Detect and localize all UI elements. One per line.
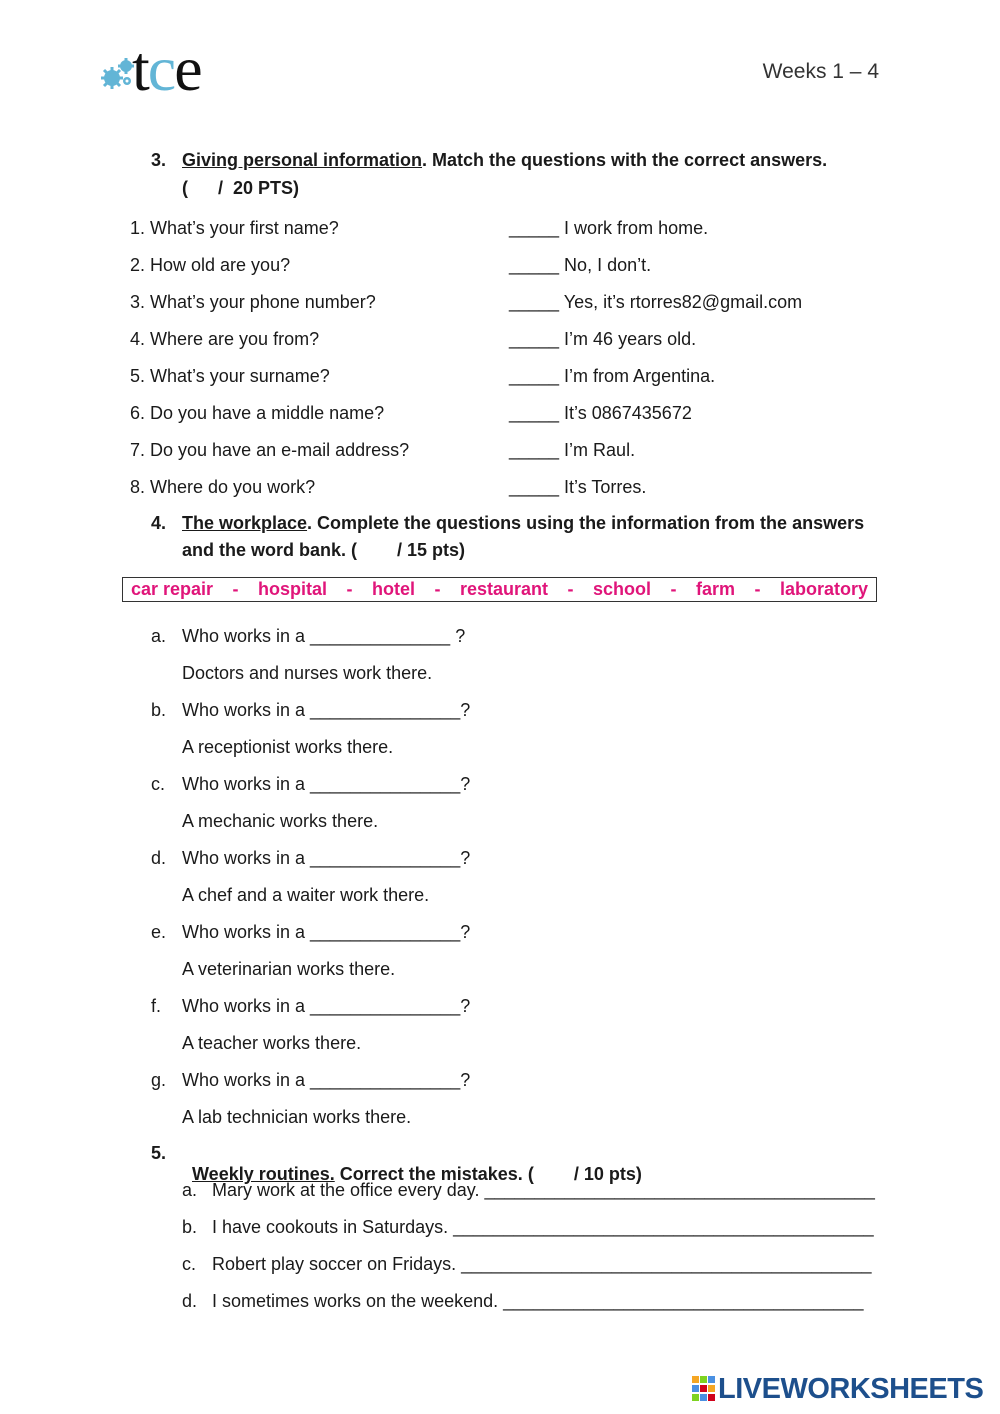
workplace-item-letter: a. [151,626,167,646]
word-bank-separator: - [754,579,761,599]
section-4-instructions: . Complete the questions using the information from the answers [307,513,865,533]
section-4-heading [182,513,864,534]
section-4-number: 4. [151,513,167,533]
workplace-answer: Doctors and nurses work there. [182,663,433,683]
workplace-question[interactable]: Who works in a ______________ ? [182,626,466,646]
workplace-item-letter: b. [151,700,167,720]
routine-item-letter: a. [182,1180,198,1200]
logo-wordmark: tce [132,33,201,104]
routine-item-letter: c. [182,1254,197,1274]
workplace-item-letter: d. [151,848,167,868]
workplace-question[interactable]: Who works in a _______________? [182,848,471,868]
section-5-title: Weekly routines. [192,1164,335,1184]
section-5-heading [182,1143,642,1185]
match-question: 3. What’s your phone number? [130,292,376,312]
match-answer[interactable]: _____ No, I don’t. [509,255,652,275]
workplace-answer: A chef and a waiter work there. [182,885,430,905]
tce-logo [100,33,230,104]
match-question: 5. What’s your surname? [130,366,330,386]
word-bank-item: laboratory [779,579,868,599]
routine-correction-line[interactable]: Mary work at the office every day. _______________________________________ [212,1180,875,1200]
word-bank-item: school [592,579,651,599]
workplace-question[interactable]: Who works in a _______________? [182,700,471,720]
word-bank-separator: - [567,579,574,599]
word-bank [122,577,877,602]
section-5-instructions: Correct the mistakes. ( / 10 pts) [334,1164,642,1184]
workplace-answer: A teacher works there. [182,1033,362,1053]
workplace-answer: A veterinarian works there. [182,959,396,979]
match-question: 8. Where do you work? [130,477,316,497]
routine-item-letter: b. [182,1217,198,1237]
word-bank-item: restaurant [459,579,549,599]
header-weeks: Weeks 1 – 4 [762,60,879,83]
section-3-instructions: . Match the questions with the correct answers. [422,150,828,170]
workplace-question[interactable]: Who works in a _______________? [182,996,471,1016]
match-question: 7. Do you have an e-mail address? [130,440,410,460]
match-question: 2. How old are you? [130,255,291,275]
workplace-question[interactable]: Who works in a _______________? [182,774,471,794]
workplace-answer: A lab technician works there. [182,1107,412,1127]
section-4-points: and the word bank. ( / 15 pts) [182,540,466,560]
section-3-number: 3. [151,150,167,170]
workplace-item-letter: e. [151,922,167,942]
match-answer[interactable]: _____ Yes, it’s rtorres82@gmail.com [509,292,803,312]
word-bank-item: hotel [372,579,416,599]
section-3-title: Giving personal information [182,150,423,170]
routine-item-letter: d. [182,1291,198,1311]
workplace-item-letter: c. [151,774,166,794]
match-answer[interactable]: _____ I’m from Argentina. [509,366,716,386]
liveworksheets-wordmark: LIVEWORKSHEETS [718,1372,984,1405]
word-bank-separator: - [670,579,677,599]
workplace-item-letter: f. [151,996,162,1016]
match-answer[interactable]: _____ I’m Raul. [509,440,636,460]
workplace-question[interactable]: Who works in a _______________? [182,922,471,942]
liveworksheets-blocks-icon [692,1376,716,1402]
section-3-points: ( / 20 PTS) [182,178,300,198]
workplace-item-letter: g. [151,1070,167,1090]
routine-correction-line[interactable]: I have cookouts in Saturdays. __________________________________________ [212,1217,874,1237]
word-bank-separator: - [434,579,441,599]
match-answer[interactable]: _____ It’s Torres. [509,477,647,497]
word-bank-item: farm [695,579,735,599]
workplace-question[interactable]: Who works in a _______________? [182,1070,471,1090]
workplace-answer: A mechanic works there. [182,811,379,831]
match-answer[interactable]: _____ I’m 46 years old. [509,329,697,349]
workplace-answer: A receptionist works there. [182,737,394,757]
word-bank-separator: - [346,579,353,599]
word-bank-item: hospital [258,579,328,599]
section-3-heading [182,150,827,171]
word-bank-separator: - [232,579,239,599]
routine-correction-line[interactable]: Robert play soccer on Fridays. _________________________________________ [212,1254,872,1274]
section-5-number: 5. [151,1143,167,1163]
liveworksheets-logo [692,1374,983,1404]
match-question: 4. Where are you from? [130,329,320,349]
word-bank-item: car repair [131,579,214,599]
match-answer[interactable]: _____ I work from home. [509,218,709,238]
match-question: 6. Do you have a middle name? [130,403,385,423]
routine-correction-line[interactable]: I sometimes works on the weekend. ____________________________________ [212,1291,864,1311]
match-answer[interactable]: _____ It’s 0867435672 [509,403,692,423]
section-4-title: The workplace [182,513,308,533]
match-question: 1. What’s your first name? [130,218,339,238]
